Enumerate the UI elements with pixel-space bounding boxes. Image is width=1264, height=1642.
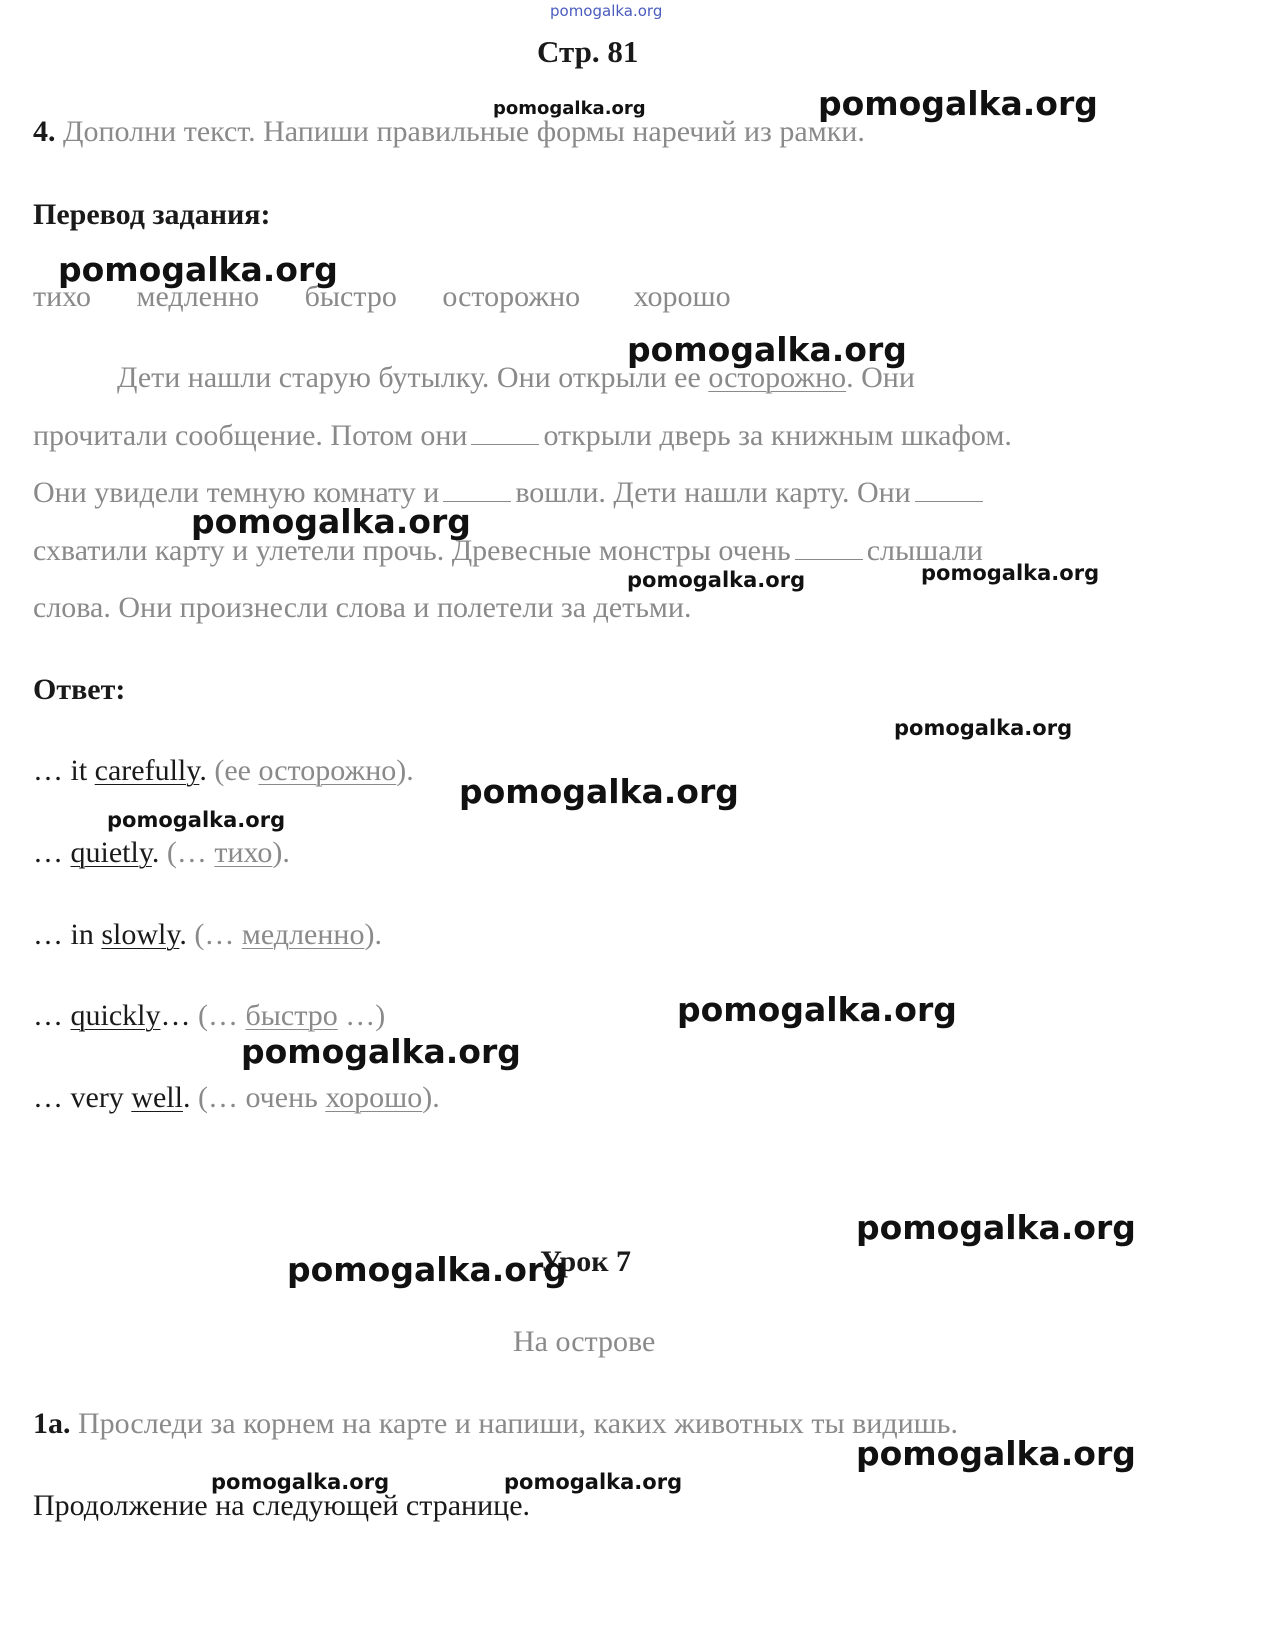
watermark: pomogalka.org (191, 502, 471, 541)
underlined-word: осторожно (708, 361, 847, 394)
task4-text: Дополни текст. Напиши правильные формы наречий из рамки. (63, 115, 865, 148)
blank (795, 558, 863, 560)
watermark: pomogalka.org (493, 98, 646, 119)
word-quickly: быстро (304, 280, 397, 313)
word-quietly: тихо (33, 280, 92, 313)
answer-translation: медленно (241, 918, 365, 951)
watermark: pomogalka.org (627, 330, 907, 369)
answer-word: slowly (101, 918, 180, 951)
watermark: pomogalka.org (504, 1470, 683, 1494)
answer-translation: тихо (214, 836, 273, 869)
watermark: pomogalka.org (856, 1434, 1136, 1473)
page-title: Стр. 81 (537, 34, 639, 69)
word-slowly: медленно (136, 280, 260, 313)
text-line-1: Дети нашли старую бутылку. Они открыли ее осторожно. Они (117, 361, 915, 394)
text-line-2: прочитали сообщение. Потом они открыли дверь за книжным шкафом. (33, 419, 1012, 452)
continuation-note: Продолжение на следующей странице. (33, 1489, 531, 1522)
task4-number: 4. (33, 115, 56, 148)
watermark: pomogalka.org (287, 1250, 567, 1289)
answer-row: … in slowly. (… медленно). (33, 918, 382, 951)
answer-word: well (131, 1081, 183, 1114)
top-watermark: pomogalka.org (550, 2, 663, 20)
watermark: pomogalka.org (241, 1032, 521, 1071)
answer-translation: быстро (245, 999, 338, 1032)
answer-word: carefully (94, 754, 200, 787)
watermark: pomogalka.org (627, 568, 806, 592)
watermark: pomogalka.org (856, 1208, 1136, 1247)
answer-row: … very well. (… очень хорошо). (33, 1081, 440, 1114)
answer-row: … it carefully. (ее осторожно). (33, 754, 414, 787)
task4-instruction (33, 115, 865, 149)
answer-word: quietly (70, 836, 152, 869)
word-well: хорошо (633, 280, 731, 313)
blank (915, 500, 983, 502)
watermark: pomogalka.org (107, 808, 286, 832)
watermark: pomogalka.org (58, 250, 338, 289)
watermark: pomogalka.org (459, 772, 739, 811)
task1a-text: Проследи за корнем на карте и напиши, каких животных ты видишь. (78, 1407, 958, 1440)
answer-translation: осторожно (258, 754, 397, 787)
lesson-subtitle: На острове (513, 1325, 656, 1358)
text-line-4: схватили карту и улетели прочь. Древесные монстры очень слышали (33, 534, 983, 567)
watermark: pomogalka.org (211, 1470, 390, 1494)
lesson-title: Урок 7 (540, 1245, 632, 1278)
watermark: pomogalka.org (677, 990, 957, 1029)
translation-heading: Перевод задания: (33, 198, 271, 231)
answer-translation: хорошо (325, 1081, 423, 1114)
blank (471, 443, 539, 445)
answer-row: … quietly. (… тихо). (33, 836, 290, 869)
word-carefully: осторожно (442, 280, 581, 313)
watermark: pomogalka.org (818, 84, 1098, 123)
watermark: pomogalka.org (894, 716, 1073, 740)
task1a-number: 1a. (33, 1407, 71, 1440)
text-line-5: слова. Они произнесли слова и полетели за детьми. (33, 591, 692, 624)
text-line-3: Они увидели темную комнату и вошли. Дети нашли карту. Они (33, 476, 987, 510)
answer-heading: Ответ: (33, 673, 126, 706)
task1a-instruction (33, 1407, 958, 1441)
answer-word: quickly (70, 999, 161, 1032)
answer-row: … quickly… (… быстро …) (33, 999, 386, 1032)
watermark: pomogalka.org (921, 561, 1100, 585)
